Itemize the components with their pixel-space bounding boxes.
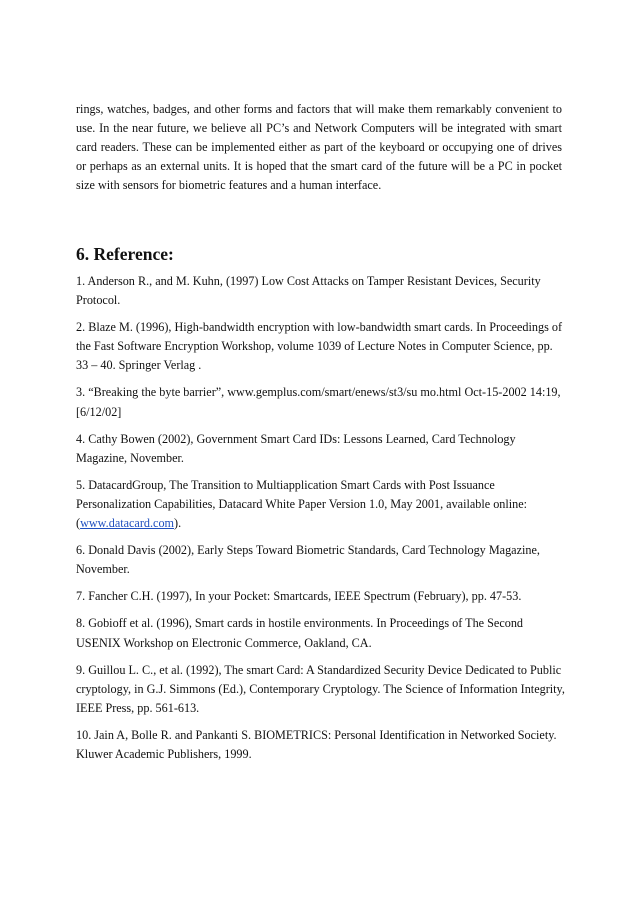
reference-item: 7. Fancher C.H. (1997), In your Pocket: Smartcards, IEEE Spectrum (February), pp. 47-53. — [76, 589, 522, 604]
reference-item — [76, 476, 566, 533]
reference-list — [76, 272, 566, 772]
reference-item: 2. Blaze M. (1996), High-bandwidth encryption with low-bandwidth smart cards. In Proceedings of the Fast Software Encryption Workshop, volume 1039 of Lecture Notes in Computer Science, pp. 33 – 40. Springer Verlag . — [76, 320, 563, 373]
reference-item: 4. Cathy Bowen (2002), Government Smart Card IDs: Lessons Learned, Card Technology Magazine, November. — [76, 431, 516, 465]
datacard-link[interactable]: www.datacard.com — [80, 516, 175, 531]
reference-item: 6. Donald Davis (2002), Early Steps Toward Biometric Standards, Card Technology Magazine, November. — [76, 543, 540, 577]
reference-item: 8. Gobioff et al. (1996), Smart cards in hostile environments. In Proceedings of The Second USENIX Workshop on Electronic Commerce, Oakland, CA. — [76, 616, 524, 650]
reference-text: ). — [174, 516, 182, 531]
reference-item: 1. Anderson R., and M. Kuhn, (1997) Low Cost Attacks on Tamper Resistant Devices, Security Protocol. — [76, 274, 541, 308]
reference-item: 3. “Breaking the byte barrier”, www.gemplus.com/smart/enews/st3/su mo.html Oct-15-2002 14:19, [6/12/02] — [76, 385, 561, 419]
reference-item: 10. Jain A, Bolle R. and Pankanti S. BIOMETRICS: Personal Identification in Networked Society. Kluwer Academic Publishers, 1999. — [76, 727, 557, 761]
reference-item: 9. Guillou L. C., et al. (1992), The smart Card: A Standardized Security Device Dedicated to Public cryptology, in G.J. Simmons (Ed.), Contemporary Cryptology. The Science of Information Integrity, IEEE Press, pp. 561-613. — [76, 662, 565, 715]
reference-text: 5. DatacardGroup, The Transition to Multiapplication Smart Cards with Post Issuance Personalization Capabilities, Datacard White Paper Version 1.0, May 2001, available online: ( — [76, 477, 528, 531]
intro-paragraph: rings, watches, badges, and other forms and factors that will make them remarkably convenient to use. In the near future, we believe all PC’s and Network Computers will be integrated with smart card readers. These can be implemented either as part of the keyboard or occupying one of drives or perhaps as an external units. It is hoped that the smart card of the future will be a PC in pocket size with sensors for biometric features and a human interface. — [76, 102, 562, 193]
reference-heading: 6. Reference: — [76, 244, 174, 264]
